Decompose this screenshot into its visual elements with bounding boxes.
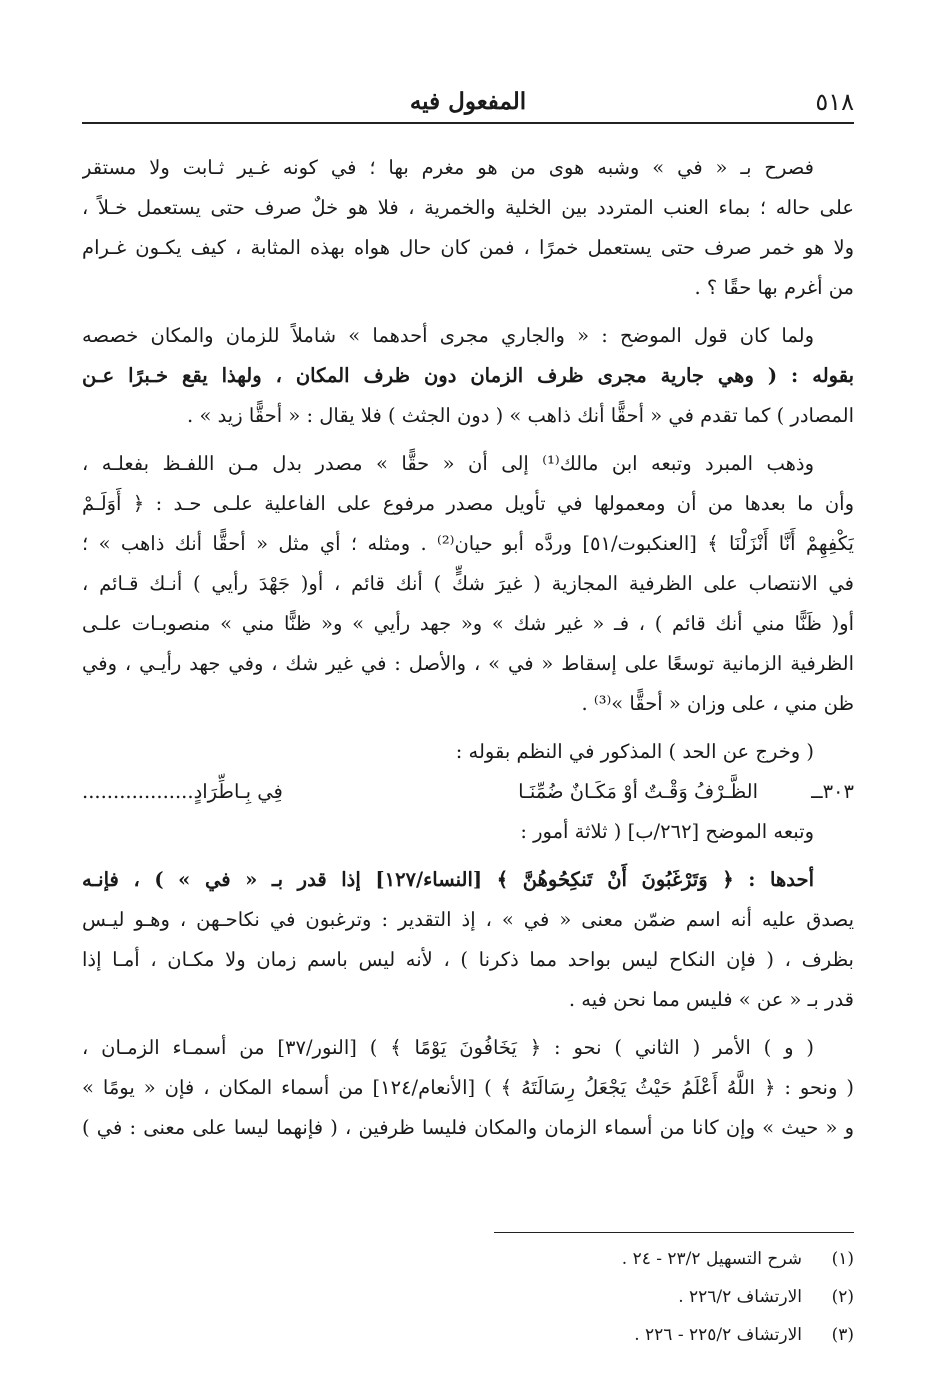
paragraph-gap [82, 1020, 854, 1028]
text-line: فصرح بـ « في » وشبه هوى من هو مغرم بها ؛ في كونه غـير ثـابت ولا مستقر [82, 156, 814, 179]
paragraph-gap [82, 852, 854, 860]
text-line: ولا هو خمر صرف حتى يستعمل خمرًا ، فمن كان حال هواه بهذه المثابة ، كيف يكـون غـرام [82, 236, 854, 259]
text-line: أو( ظَنًّا مني أنك قائم ) ، فـ « غير شك » و« جهد رأيي » و« ظنًّا مني » منصوبـات علـى [82, 612, 854, 635]
text-line: ظن مني ، على وزان « أحقًّا »⁽³⁾ . [581, 692, 854, 715]
paragraph-gap [82, 308, 854, 316]
text-line: ولما كان قول الموضح : « والجاري مجرى أحدهما » شاملاً للزمان والمكان خصصه [82, 324, 814, 347]
footnote-number: (١) [831, 1249, 854, 1269]
text-line: ( و ) الأمر ( الثاني ) نحو : ﴿ يَخَافُونَ يَوْمًا ﴾ ) [النور/٣٧] من أسمـاء الزمـان ، [82, 1036, 814, 1059]
text-block-2 [82, 812, 854, 1148]
text-line: الظرفية الزمانية توسعًا على إسقاط « في » ، والأصل : في غير شك ، وفي جهد رأيـي ، وفي [82, 652, 854, 675]
footnote-number: (٣) [831, 1325, 854, 1345]
text-line: أحدها : ﴿ وَتَرْغَبُونَ أَنْ تَنكِحُوهُنَّ ﴾ [النساء/١٢٧] إذا قدر بـ « في » ) ، فإنـه [82, 868, 814, 891]
footnote-rule [494, 1232, 854, 1233]
running-title: المفعول فيه [409, 88, 527, 115]
paragraph-gap [82, 724, 854, 732]
footnote-text: الارتشاف ٢٢٦/٢ . [678, 1287, 802, 1307]
text-line: و « حيث » وإن كانا من أسماء الزمان والمكان فليسا ظرفين ، ( فإنهما ليسا على معنى : في ) [82, 1116, 854, 1139]
text-line: ( ونحو : ﴿ اللَّهُ أَعْلَمُ حَيْثُ يَجْعَلُ رِسَالَتَهُ ﴾ ) [الأنعام/١٢٤] من أسماء المكان ، فإن « يومًا » [82, 1076, 854, 1099]
verse-number: ٣٠٣ــ [811, 780, 854, 803]
footnote [82, 1240, 854, 1278]
footnote [82, 1316, 854, 1354]
page-number: ٥١٨ [815, 88, 854, 116]
text-line: بقوله : ( وهي جارية مجرى ظرف الزمان دون ظرف المكان ، ولهذا يقع خـبرًا عـن [82, 364, 854, 387]
text-line: من أغرم بها حقًا ؟ . [694, 276, 854, 299]
paragraph-gap [82, 436, 854, 444]
text-line: المصادر ) كما تقدم في « أحقًّا أنك ذاهب » ( دون الجثث ) فلا يقال : « أحقًّا زيد » . [187, 404, 854, 427]
footnotes [82, 1240, 854, 1354]
text-line: يَكْفِهِمْ أَنَّا أَنْزَلْنَا ﴾ [العنكبوت/٥١] وردَّه أبو حيان⁽²⁾ . ومثله ؛ أي مثل « أحقًّا أنك ذاهب » ؛ [82, 532, 854, 555]
text-line: يصدق عليه أنه اسم ضمّن معنى « في » ، إذ التقدير : وترغبون في نكاحـهن ، وهـو ليـس [82, 908, 854, 931]
book-page [82, 84, 854, 1364]
footnote-text: الارتشاف ٢٢٥/٢ - ٢٢٦ . [634, 1325, 802, 1345]
text-block-1 [82, 148, 854, 772]
verse-line [82, 772, 854, 812]
text-line: وذهب المبرد وتبعه ابن مالك⁽¹⁾ إلى أن « حقًّا » مصدر بدل مـن اللفـظ بفعلـه ، [82, 452, 814, 475]
footnote-text: شرح التسهيل ٢٣/٢ - ٢٤ . [621, 1249, 802, 1269]
verse-hemistich-second: فِي بِـاطِّرَادٍ.................. [82, 780, 283, 803]
text-line: ( وخرج عن الحد ) المذكور في النظم بقوله : [455, 740, 814, 763]
footnote [82, 1278, 854, 1316]
header-rule [82, 122, 854, 124]
page-header [82, 84, 854, 124]
text-line: وأن ما بعدها من أن ومعمولها في تأويل مصدر مرفوع على الفاعلية علـى حـد : ﴿ أَوَلَـمْ [82, 492, 854, 515]
text-line: في الانتصاب على الظرفية المجازية ( غيرَ شكٍّ ) أنك قائم ، أو( جَهْدَ رأيي ) أنـك قـائم ، [82, 572, 854, 595]
text-line: قدر بـ « عن » فليس مما نحن فيه . [568, 988, 854, 1011]
footnote-number: (٢) [831, 1287, 854, 1307]
verse-hemistich-first: الظَّـرْفُ وَقْـتٌ أوْ مَكَـانٌ ضُمِّنَـا [518, 780, 758, 803]
text-line: وتبعه الموضح [٢٦٢/ب] ( ثلاثة أمور : [520, 820, 814, 843]
page-body [82, 148, 854, 1148]
text-line: بظرف ، ( فإن النكاح ليس بواحد مما ذكرنا ) ، لأنه ليس باسم زمان ولا مكـان ، أمـا إذا [82, 948, 854, 971]
text-line: على حاله ؛ بماء العنب المتردد بين الخلية والخمرية ، فلا هو خلٌ صرف حتى يستعمل خـلاً ، [82, 196, 854, 219]
